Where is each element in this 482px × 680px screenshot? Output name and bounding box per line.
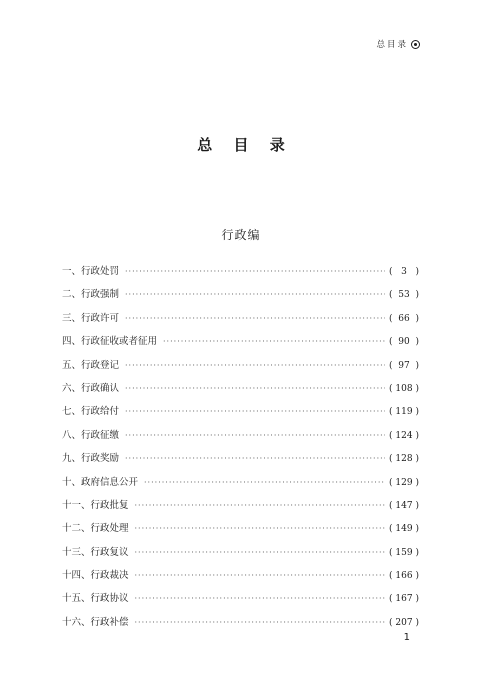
toc-entry-label: 十三、行政复议	[62, 546, 129, 558]
toc-entry[interactable]	[62, 286, 419, 309]
toc-entry[interactable]	[62, 310, 419, 333]
dot-leader	[125, 314, 385, 323]
toc-entry[interactable]	[62, 474, 419, 497]
dot-leader	[125, 267, 385, 276]
toc-entry[interactable]	[62, 590, 419, 613]
toc-entry-page: ( 108 )	[389, 383, 419, 394]
dot-leader	[144, 478, 385, 487]
toc-entry-label: 六、行政确认	[62, 382, 120, 394]
toc-entry[interactable]	[62, 520, 419, 543]
toc-entry[interactable]	[62, 380, 419, 403]
toc-entry-label: 七、行政给付	[62, 406, 120, 418]
toc-entry-page: ( 207 )	[389, 617, 419, 628]
dot-leader	[125, 431, 385, 440]
toc-entry[interactable]	[62, 497, 419, 520]
toc-entry-page: ( 119 )	[389, 407, 419, 418]
toc-entry-label: 九、行政奖励	[62, 453, 120, 465]
dot-leader	[125, 361, 385, 370]
page-title: 总 目 录	[197, 136, 293, 154]
toc-entry[interactable]	[62, 544, 419, 567]
page-number: 1	[403, 632, 410, 643]
toc-entry[interactable]	[62, 450, 419, 473]
toc-entry-page: ( 159 )	[389, 547, 419, 558]
toc-entry-page: ( 97 )	[389, 360, 419, 371]
toc-entry-label: 十二、行政处理	[62, 523, 129, 535]
toc-entry-page: ( 149 )	[389, 524, 419, 535]
toc-entry-label: 五、行政登记	[62, 359, 120, 371]
toc-entry-page: ( 124 )	[389, 430, 419, 441]
toc-entry-label: 四、行政征收或者征用	[62, 336, 158, 348]
running-header-title: 总目录	[376, 40, 408, 50]
toc-entry-label: 一、行政处罚	[62, 266, 120, 277]
toc-entry-label: 二、行政强制	[62, 289, 120, 301]
toc-entry-label: 十、政府信息公开	[62, 476, 139, 488]
dot-leader	[135, 548, 385, 557]
toc-entry-label: 十六、行政补偿	[62, 616, 129, 628]
toc-entry-page: ( 53 )	[389, 290, 419, 301]
toc-entry[interactable]	[62, 357, 419, 380]
dot-leader	[125, 454, 385, 463]
toc-entry[interactable]	[62, 567, 419, 590]
dot-leader	[135, 571, 385, 580]
toc-entry[interactable]	[62, 427, 419, 450]
table-of-contents	[62, 263, 419, 637]
toc-entry-page: ( 147 )	[389, 500, 419, 511]
toc-entry-page: ( 167 )	[389, 594, 419, 605]
toc-entry[interactable]	[62, 403, 419, 426]
running-header	[376, 38, 420, 50]
toc-entry-page: ( 129 )	[389, 477, 419, 488]
dot-leader	[125, 384, 385, 393]
toc-entry-page: ( 66 )	[389, 313, 419, 324]
toc-entry-label: 三、行政许可	[62, 312, 120, 324]
toc-entry-label: 十五、行政协议	[62, 593, 129, 605]
dot-leader	[135, 524, 385, 533]
toc-entry-label: 八、行政征缴	[62, 429, 120, 441]
dot-leader	[163, 337, 385, 346]
dot-leader	[135, 501, 385, 510]
toc-entry-label: 十一、行政批复	[62, 499, 129, 511]
dot-leader	[125, 290, 385, 299]
dot-leader	[135, 594, 385, 603]
toc-entry[interactable]	[62, 263, 419, 286]
dot-leader	[125, 407, 385, 416]
circle-mark-icon	[411, 40, 420, 49]
dot-leader	[135, 618, 385, 627]
toc-entry-page: ( 3 )	[389, 267, 419, 277]
toc-entry-label: 十四、行政裁决	[62, 570, 129, 582]
toc-entry-page: ( 128 )	[389, 454, 419, 465]
section-title: 行政编	[221, 228, 261, 242]
toc-entry[interactable]	[62, 333, 419, 356]
toc-entry[interactable]	[62, 614, 419, 637]
toc-entry-page: ( 90 )	[389, 337, 419, 348]
toc-entry-page: ( 166 )	[389, 571, 419, 582]
